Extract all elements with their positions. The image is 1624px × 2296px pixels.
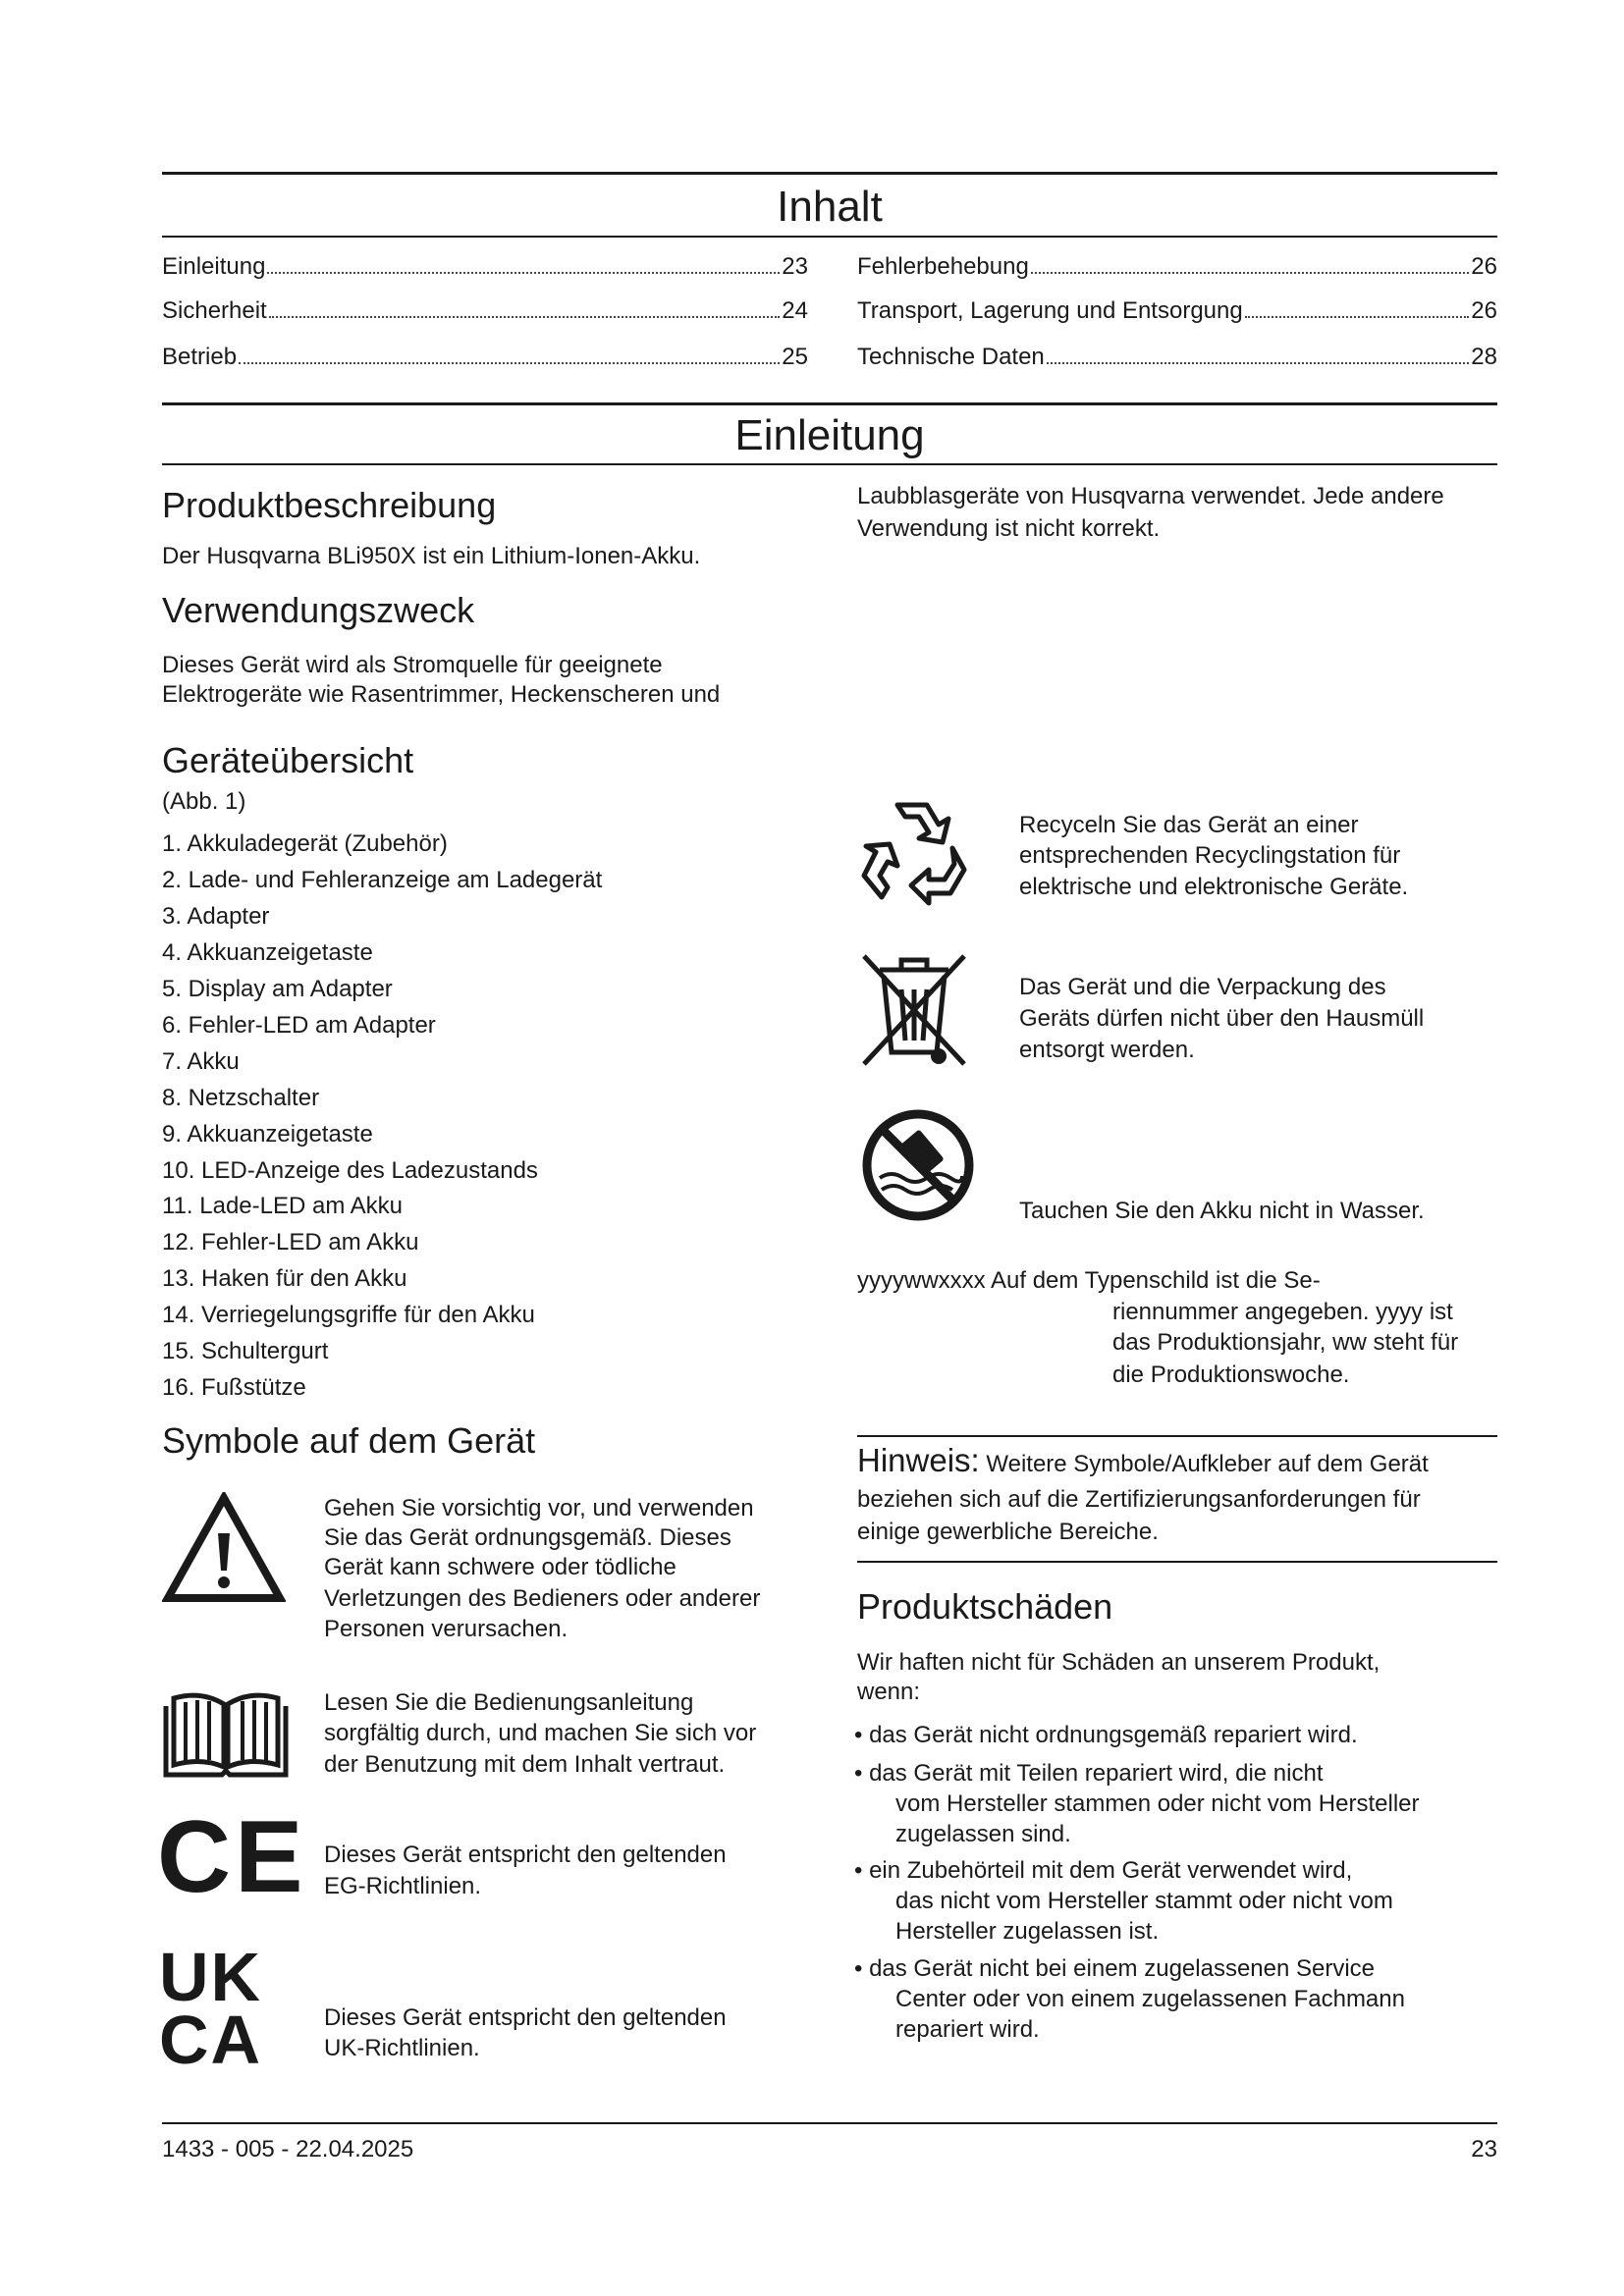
serial-text-line: das Produktionsjahr, ww steht für — [1112, 1329, 1459, 1356]
hinweis-label: Hinweis: — [857, 1442, 980, 1478]
list-item: 16. Fußstütze — [162, 1374, 306, 1401]
heading-produktbeschreibung: Produktbeschreibung — [162, 485, 497, 525]
hinweis-bottom-rule — [857, 1561, 1497, 1563]
recycle-text-line: Recyceln Sie das Gerät an einer — [1019, 812, 1359, 838]
list-item: 6. Fehler-LED am Adapter — [162, 1012, 436, 1039]
serial-code: yyyywwxxxx — [857, 1267, 986, 1294]
list-item: 11. Lade-LED am Akku — [162, 1193, 404, 1219]
list-item: 1. Akkuladegerät (Zubehör) — [162, 830, 448, 857]
ukca-mark-icon — [159, 1939, 263, 2078]
list-item: 2. Lade- und Fehleranzeige am Ladegerät — [162, 867, 603, 893]
list-item — [854, 1953, 1405, 2045]
list-item — [854, 1855, 1393, 1947]
bullet-line: repariert wird. — [895, 2016, 1040, 2043]
heading-symbole: Symbole auf dem Gerät — [162, 1420, 536, 1461]
list-item — [854, 1758, 1420, 1849]
list-item: 3. Adapter — [162, 903, 270, 930]
list-item — [854, 1720, 1358, 1750]
crossed-bin-icon — [856, 942, 972, 1068]
bullet-line: • das Gerät nicht bei einem zugelassenen Service — [854, 1955, 1376, 1982]
schaeden-intro-line: Wir haften nicht für Schäden an unserem Produkt, — [857, 1649, 1380, 1676]
intro-bottom-rule — [162, 463, 1497, 465]
toc-entry-sicherheit[interactable]: Sicherheit 24 — [162, 297, 808, 324]
list-item: 12. Fehler-LED am Akku — [162, 1229, 419, 1255]
ukca-text-line: UK-Richtlinien. — [324, 2035, 480, 2061]
list-item: 13. Haken für den Akku — [162, 1265, 407, 1292]
warning-text-line: Gehen Sie vorsichtig vor, und verwenden — [324, 1495, 754, 1522]
toc-entry-technische-daten[interactable]: Technische Daten 28 — [857, 344, 1497, 370]
hinweis-text-line: Weitere Symbole/Aufkleber auf dem Gerät — [986, 1451, 1429, 1477]
list-item: 4. Akkuanzeigetaste — [162, 939, 373, 966]
verwendungszweck-line-4: Verwendung ist nicht korrekt. — [857, 515, 1161, 542]
toc-entry-fehlerbehebung[interactable]: Fehlerbehebung 26 — [857, 253, 1497, 280]
ukca-mark-bottom: CA — [159, 2002, 263, 2078]
heading-geraeteuebersicht: Geräteübersicht — [162, 740, 414, 780]
bullet-line: Center oder von einem zugelassenen Fachmann — [895, 1986, 1405, 2012]
warning-text-line: Sie das Gerät ordnungsgemäß. Dieses — [324, 1524, 731, 1551]
schaeden-intro-line: wenn: — [857, 1679, 921, 1705]
list-item: 15. Schultergurt — [162, 1338, 329, 1364]
list-item: 9. Akkuanzeigetaste — [162, 1121, 373, 1148]
warning-text-line: Personen verursachen. — [324, 1616, 568, 1642]
recycle-text-line: entsprechenden Recyclingstation für — [1019, 842, 1401, 869]
ce-text-line: Dieses Gerät entspricht den geltenden — [324, 1842, 727, 1868]
list-item: 7. Akku — [162, 1048, 240, 1075]
bullet-line: das nicht vom Hersteller stammt oder nicht vom — [895, 1888, 1393, 1914]
heading-verwendungszweck: Verwendungszweck — [162, 590, 475, 630]
weee-text-line: Das Gerät und die Verpackung des — [1019, 974, 1386, 1000]
toc-entry-einleitung[interactable]: Einleitung 23 — [162, 253, 808, 280]
recycle-text-line: elektrische und elektronische Geräte. — [1019, 874, 1409, 900]
weee-text-line: Geräts dürfen nicht über den Hausmüll — [1019, 1005, 1425, 1032]
verwendungszweck-line-3: Laubblasgeräte von Husqvarna verwendet. Jede andere — [857, 483, 1444, 509]
no-water-immersion-icon — [860, 1107, 976, 1223]
list-item: 10. LED-Anzeige des Ladezustands — [162, 1157, 538, 1184]
hinweis-text-line: einige gewerbliche Bereiche. — [857, 1519, 1159, 1545]
recycle-icon — [854, 795, 970, 911]
produktbeschreibung-text: Der Husqvarna BLi950X ist ein Lithium-Ionen-Akku. — [162, 543, 701, 569]
bullet-line: • das Gerät mit Teilen repariert wird, die nicht — [854, 1760, 1324, 1787]
weee-text-line: entsorgt werden. — [1019, 1037, 1195, 1063]
manual-text-line: sorgfältig durch, und machen Sie sich vor — [324, 1720, 757, 1746]
serial-text-first-line — [857, 1265, 1321, 1296]
toc-bottom-rule — [162, 236, 1497, 238]
toc-entry-betrieb[interactable]: Betrieb 25 — [162, 344, 808, 370]
list-item: 8. Netzschalter — [162, 1085, 320, 1111]
hinweis-first-line — [857, 1442, 1429, 1479]
warning-text-line: Gerät kann schwere oder tödliche — [324, 1554, 677, 1580]
bullet-line: Hersteller zugelassen ist. — [895, 1918, 1160, 1945]
manual-text-line: Lesen Sie die Bedienungsanleitung — [324, 1689, 694, 1716]
verwendungszweck-line-1: Dieses Gerät wird als Stromquelle für geeignete — [162, 652, 663, 678]
ukca-text-line: Dieses Gerät entspricht den geltenden — [324, 2004, 727, 2031]
bullet-line: vom Hersteller stammen oder nicht vom Hersteller — [895, 1790, 1420, 1817]
footer-doc-id: 1433 - 005 - 22.04.2025 — [162, 2136, 414, 2163]
ukca-mark-top: UK — [159, 1939, 263, 2015]
ce-text-line: EG-Richtlinien. — [324, 1873, 482, 1899]
footer-page-number: 23 — [1471, 2136, 1497, 2163]
hinweis-text-line: beziehen sich auf die Zertifizierungsanforderungen für — [857, 1486, 1421, 1513]
footer-rule — [162, 2122, 1497, 2124]
warning-text-line: Verletzungen des Bedieners oder anderer — [324, 1585, 761, 1612]
bullet-line: • ein Zubehörteil mit dem Gerät verwendet wird, — [854, 1857, 1353, 1884]
ce-mark-icon: CE — [157, 1800, 307, 1914]
serial-text-line: riennummer angegeben. yyyy ist — [1112, 1299, 1453, 1325]
water-text: Tauchen Sie den Akku nicht in Wasser. — [1019, 1198, 1425, 1224]
intro-top-rule — [162, 402, 1497, 405]
toc-top-rule — [162, 172, 1497, 175]
verwendungszweck-line-2: Elektrogeräte wie Rasentrimmer, Heckenscheren und — [162, 681, 721, 708]
manual-text-line: der Benutzung mit dem Inhalt vertraut. — [324, 1751, 726, 1778]
heading-produktschaeden: Produktschäden — [857, 1586, 1113, 1627]
intro-title: Einleitung — [734, 411, 925, 459]
geraeteuebersicht-ref: (Abb. 1) — [162, 788, 246, 815]
toc-title: Inhalt — [777, 183, 883, 231]
bullet-line: • das Gerät nicht ordnungsgemäß repariert wird. — [854, 1722, 1358, 1748]
toc-entry-transport[interactable]: Transport, Lagerung und Entsorgung 26 — [857, 297, 1497, 324]
read-manual-book-icon — [162, 1688, 290, 1779]
list-item: 5. Display am Adapter — [162, 976, 393, 1002]
bullet-line: zugelassen sind. — [895, 1821, 1071, 1847]
warning-triangle-icon — [162, 1492, 286, 1605]
serial-text-line: die Produktionswoche. — [1112, 1362, 1350, 1388]
list-item: 14. Verriegelungsgriffe für den Akku — [162, 1302, 535, 1328]
serial-text-line: Auf dem Typenschild ist die Se- — [991, 1267, 1321, 1294]
hinweis-top-rule — [857, 1435, 1497, 1437]
